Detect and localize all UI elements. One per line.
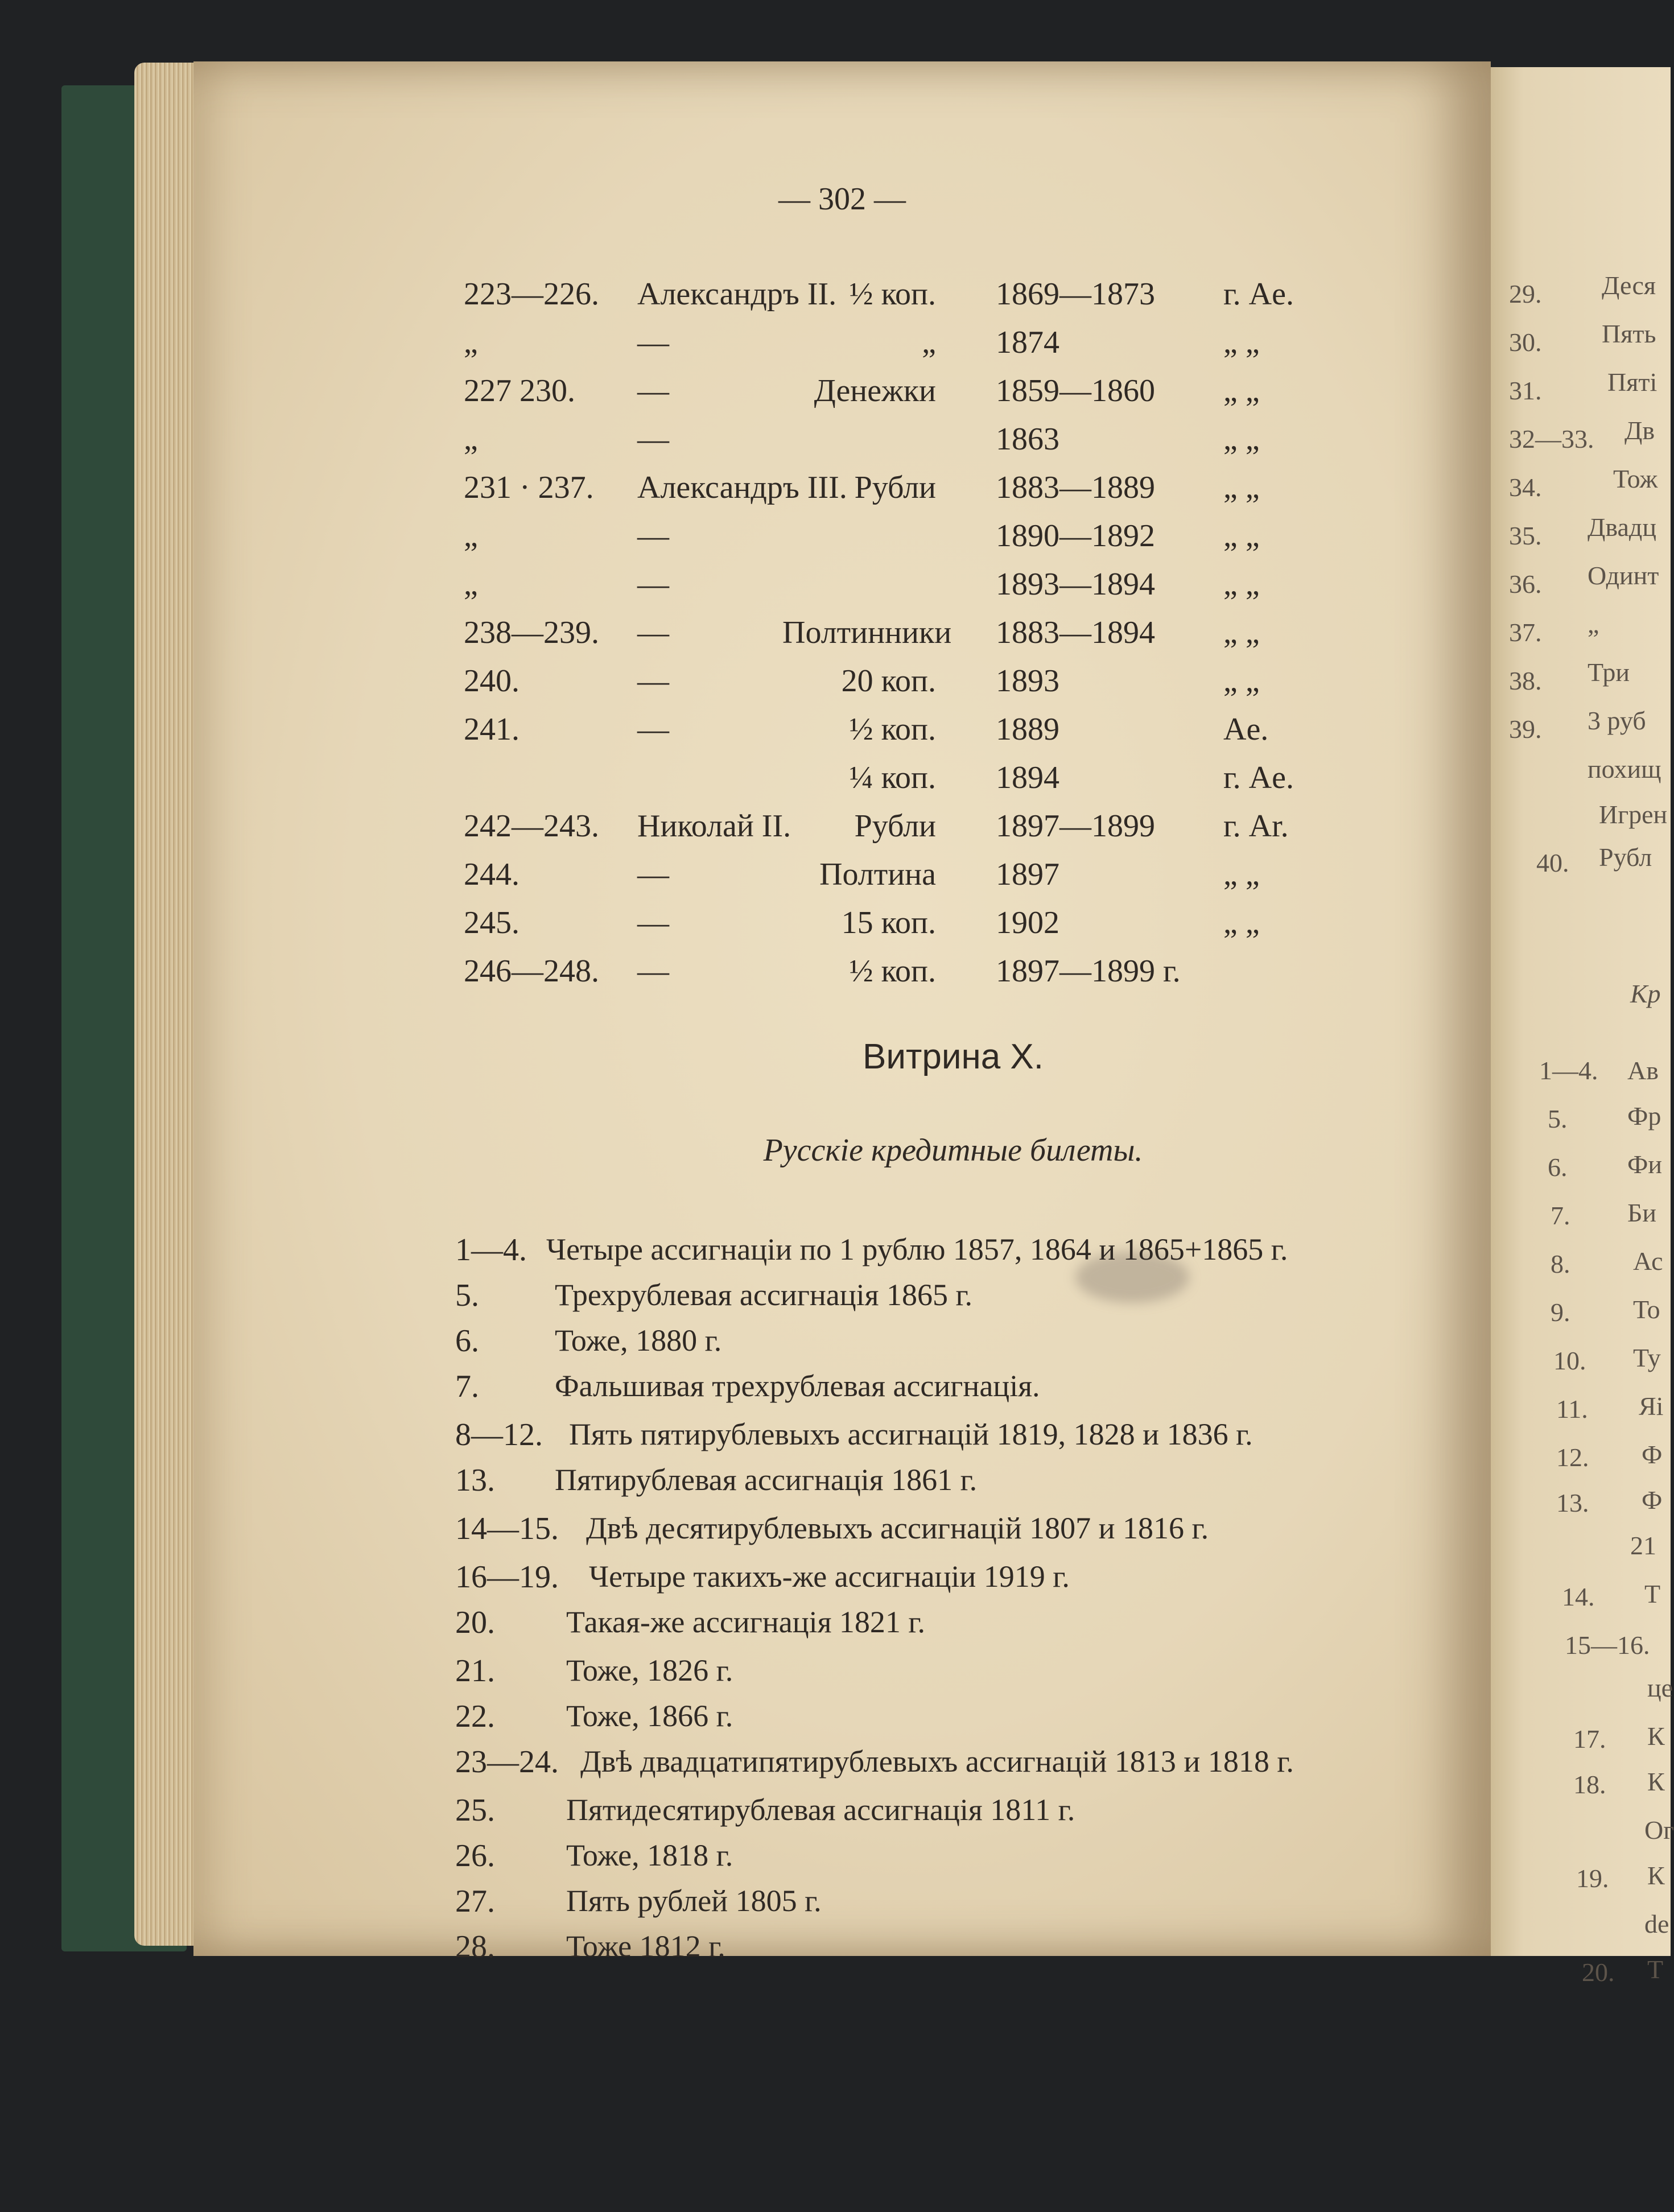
- coin-row-years: 1869—1873: [996, 276, 1155, 312]
- banknote-num: 16—19.: [455, 1559, 559, 1595]
- coin-row-ruler: Александръ III.: [637, 470, 847, 505]
- coin-row-ruler: —: [637, 567, 669, 602]
- coin-row-metal: г. Ae.: [1223, 276, 1294, 312]
- right-num: 12.: [1556, 1443, 1589, 1472]
- coin-row-years: 1893: [996, 663, 1059, 699]
- right-num: 14.: [1562, 1582, 1595, 1611]
- right-text: Ту: [1633, 1343, 1661, 1372]
- coin-row-ruler: —: [637, 373, 669, 408]
- banknote-num: 28.: [455, 1929, 495, 1965]
- coin-row-ruler: —: [637, 615, 669, 650]
- coin-row-num: 238—239.: [464, 615, 599, 650]
- banknote-text: Тоже, 1818 г.: [566, 1838, 733, 1872]
- coin-row-ruler: —: [637, 905, 669, 940]
- banknote-text: Тоже, 1866 г.: [566, 1699, 733, 1733]
- page-number: — 302 —: [778, 181, 906, 217]
- coin-row-years: 1874: [996, 325, 1059, 360]
- coin-row-years: 1893—1894: [996, 567, 1155, 602]
- coin-row-metal: „ „: [1223, 470, 1260, 505]
- right-text: Би: [1627, 1198, 1657, 1227]
- coin-row-metal: „ „: [1223, 663, 1260, 699]
- banknote-text: Двѣ двадцатипятирублевыхъ ассигнацій 1813 и 1818 г.: [580, 1744, 1294, 1778]
- right-text: Фр: [1627, 1101, 1661, 1130]
- right-text: Фи: [1627, 1150, 1662, 1179]
- banknote-text: Фальшивая трехрублевая ассигнація.: [555, 1369, 1040, 1403]
- section-title: Витрина X.: [862, 1037, 1044, 1076]
- coin-row-metal: „ „: [1223, 615, 1260, 650]
- coin-row-denom: Рубли: [854, 808, 936, 844]
- banknote-text: Четыре ассигнаціи по 1 рублю 1857, 1864 и 1865+1865 г.: [546, 1232, 1288, 1266]
- coin-row-num: „: [464, 518, 478, 554]
- right-num: 13.: [1556, 1488, 1589, 1517]
- banknote-num: 13.: [455, 1463, 495, 1498]
- right-text: 21: [1630, 1531, 1656, 1560]
- coin-row-metal: „ „: [1223, 905, 1260, 940]
- coin-row-metal: „ „: [1223, 567, 1260, 602]
- coin-row-metal: Ae.: [1223, 712, 1269, 747]
- banknote-text: Пятирублевая ассигнація 1861 г.: [555, 1463, 978, 1497]
- banknote-text: Двѣ десятирублевыхъ ассигнацій 1807 и 1816 г.: [586, 1511, 1209, 1545]
- banknote-num: 20.: [455, 1605, 495, 1640]
- right-num: 36.: [1509, 569, 1542, 599]
- coin-row-num: 223—226.: [464, 276, 599, 312]
- banknote-text: Трехрублевая ассигнація 1865 г.: [555, 1278, 973, 1312]
- right-num: 40.: [1536, 848, 1569, 877]
- coin-row-denom: ½ коп.: [849, 712, 936, 747]
- coin-row-years: 1889: [996, 712, 1059, 747]
- coin-row-denom: Рубли: [854, 470, 936, 505]
- right-text: Т: [1644, 1579, 1661, 1608]
- right-text: Ас: [1633, 1247, 1663, 1276]
- coin-row-ruler: Николай II.: [637, 808, 791, 844]
- coin-row-denom: ½ коп.: [849, 276, 936, 312]
- right-num: 6.: [1548, 1153, 1568, 1182]
- coin-row-years: 1863: [996, 422, 1059, 457]
- coin-row-metal: „ „: [1223, 518, 1260, 554]
- coin-row-num: 246—248.: [464, 954, 599, 989]
- coin-row-years: 1890—1892: [996, 518, 1155, 554]
- right-num: 34.: [1509, 473, 1542, 502]
- coin-row-years: 1897—1899 г.: [996, 954, 1181, 989]
- banknote-num: 22.: [455, 1699, 495, 1734]
- banknote-text: Четыре такихъ-же ассигнаціи 1919 г.: [589, 1559, 1070, 1594]
- coin-row-ruler: —: [637, 954, 669, 989]
- banknote-num: 7.: [455, 1369, 479, 1404]
- right-num: 39.: [1509, 715, 1542, 744]
- right-text: Ф: [1642, 1485, 1663, 1514]
- right-num: 37.: [1509, 618, 1542, 647]
- right-num: 30.: [1509, 328, 1542, 357]
- right-text: Рубл: [1599, 843, 1652, 872]
- right-num: 32—33.: [1509, 424, 1594, 453]
- coin-row-denom: „: [922, 325, 936, 360]
- right-text: Ог: [1644, 1815, 1674, 1844]
- right-num: 31.: [1509, 376, 1542, 405]
- right-num: 17.: [1573, 1724, 1606, 1753]
- coin-row-denom: Полтинники: [782, 615, 952, 650]
- right-num: 35.: [1509, 521, 1542, 550]
- coin-row-years: 1897—1899: [996, 808, 1155, 844]
- coin-row-denom: Денежки: [814, 373, 936, 408]
- right-num: 20.: [1582, 1958, 1615, 1987]
- coin-row-ruler: —: [637, 663, 669, 699]
- right-text: de: [1644, 1909, 1669, 1938]
- coin-row-num: „: [464, 567, 478, 602]
- right-text: Т: [1647, 1955, 1664, 1984]
- banknote-num: 23—24.: [455, 1744, 559, 1780]
- coin-row-ruler: —: [637, 857, 669, 892]
- right-text: Ф: [1642, 1440, 1663, 1469]
- coin-row-ruler: —: [637, 712, 669, 747]
- banknote-num: 14—15.: [455, 1511, 559, 1546]
- right-text: Двадц: [1588, 513, 1656, 542]
- coin-row-denom: 20 коп.: [841, 663, 936, 699]
- coin-row-ruler: —: [637, 325, 669, 360]
- right-text: Пять: [1602, 319, 1656, 348]
- banknote-text: Пять рублей 1805 г.: [566, 1884, 822, 1918]
- right-num: 38.: [1509, 666, 1542, 695]
- right-num: 7.: [1551, 1201, 1570, 1230]
- banknote-num: 25.: [455, 1793, 495, 1828]
- coin-row-years: 1902: [996, 905, 1059, 940]
- section-subtitle: Русскіе кредитные билеты.: [763, 1133, 1143, 1168]
- right-num: 18.: [1573, 1770, 1606, 1799]
- banknote-num: 8—12.: [455, 1417, 543, 1452]
- coin-row-years: 1883—1889: [996, 470, 1155, 505]
- banknote-num: 1—4.: [455, 1232, 527, 1268]
- right-text: Кр: [1630, 979, 1661, 1008]
- coin-row-ruler: —: [637, 518, 669, 554]
- right-text: це: [1647, 1673, 1673, 1702]
- right-num: 8.: [1551, 1249, 1570, 1278]
- coin-row-metal: „ „: [1223, 422, 1260, 457]
- coin-row-ruler: Александръ II.: [637, 276, 837, 312]
- banknote-num: 27.: [455, 1884, 495, 1919]
- right-text: Яі: [1639, 1392, 1664, 1421]
- coin-row-denom: ½ коп.: [849, 954, 936, 989]
- banknote-text: Тоже, 1826 г.: [566, 1653, 733, 1687]
- right-text: То: [1633, 1295, 1660, 1324]
- banknote-text: Тоже 1812 г.: [566, 1929, 725, 1963]
- coin-row-metal: „ „: [1223, 373, 1260, 408]
- right-text: 3 руб: [1588, 706, 1646, 735]
- right-num: 5.: [1548, 1104, 1568, 1133]
- banknote-text: Такая-же ассигнація 1821 г.: [566, 1605, 925, 1639]
- right-text: Тож: [1613, 464, 1658, 493]
- right-text: „: [1588, 609, 1599, 638]
- coin-row-metal: „ „: [1223, 325, 1260, 360]
- banknote-num: 5.: [455, 1278, 479, 1313]
- coin-row-years: 1897: [996, 857, 1059, 892]
- coin-row-num: 244.: [464, 857, 519, 892]
- right-text: К: [1647, 1861, 1665, 1890]
- right-text: К: [1647, 1722, 1665, 1751]
- coin-row-metal: г. Ar.: [1223, 808, 1289, 844]
- right-num: 29.: [1509, 279, 1542, 308]
- banknote-num: 21.: [455, 1653, 495, 1689]
- right-text: Одинт: [1588, 561, 1659, 590]
- right-text: К: [1647, 1767, 1665, 1796]
- banknote-num: 26.: [455, 1838, 495, 1873]
- coin-row-metal: г. Ae.: [1223, 760, 1294, 795]
- banknote-text: Пять пятирублевыхъ ассигнацій 1819, 1828 и 1836 г.: [569, 1417, 1253, 1451]
- coin-row-num: „: [464, 422, 478, 457]
- right-num: 10.: [1553, 1346, 1586, 1375]
- coin-row-ruler: —: [637, 422, 669, 457]
- right-text: Пяті: [1607, 368, 1657, 397]
- right-num: 15—16.: [1565, 1631, 1650, 1660]
- coin-row-denom: Полтина: [819, 857, 936, 892]
- right-text: Деся: [1602, 271, 1656, 300]
- coin-row-num: 240.: [464, 663, 519, 699]
- coin-row-years: 1859—1860: [996, 373, 1155, 408]
- right-num: 9.: [1551, 1298, 1570, 1327]
- coin-row-metal: „ „: [1223, 857, 1260, 892]
- coin-row-num: 242—243.: [464, 808, 599, 844]
- coin-row-num: 241.: [464, 712, 519, 747]
- right-text: Игрен: [1599, 800, 1668, 829]
- coin-row-num: 245.: [464, 905, 519, 940]
- coin-row-num: 227 230.: [464, 373, 575, 408]
- right-text: Ав: [1627, 1056, 1659, 1085]
- right-text: Дв: [1624, 416, 1655, 445]
- banknote-text: Тоже, 1880 г.: [555, 1323, 722, 1357]
- banknote-text: Пятидесятирублевая ассигнація 1811 г.: [566, 1793, 1075, 1827]
- right-text: похищ: [1588, 754, 1661, 783]
- coin-row-denom: ¼ коп.: [849, 760, 936, 795]
- banknote-num: 6.: [455, 1323, 479, 1359]
- right-num: 11.: [1556, 1394, 1588, 1423]
- right-num: 1—4.: [1539, 1056, 1598, 1085]
- coin-row-num: 231 · 237.: [464, 470, 594, 505]
- coin-row-years: 1894: [996, 760, 1059, 795]
- right-text: Три: [1588, 658, 1630, 687]
- coin-row-years: 1883—1894: [996, 615, 1155, 650]
- right-num: 19.: [1576, 1864, 1609, 1893]
- coin-row-num: „: [464, 325, 478, 360]
- coin-row-denom: 15 коп.: [841, 905, 936, 940]
